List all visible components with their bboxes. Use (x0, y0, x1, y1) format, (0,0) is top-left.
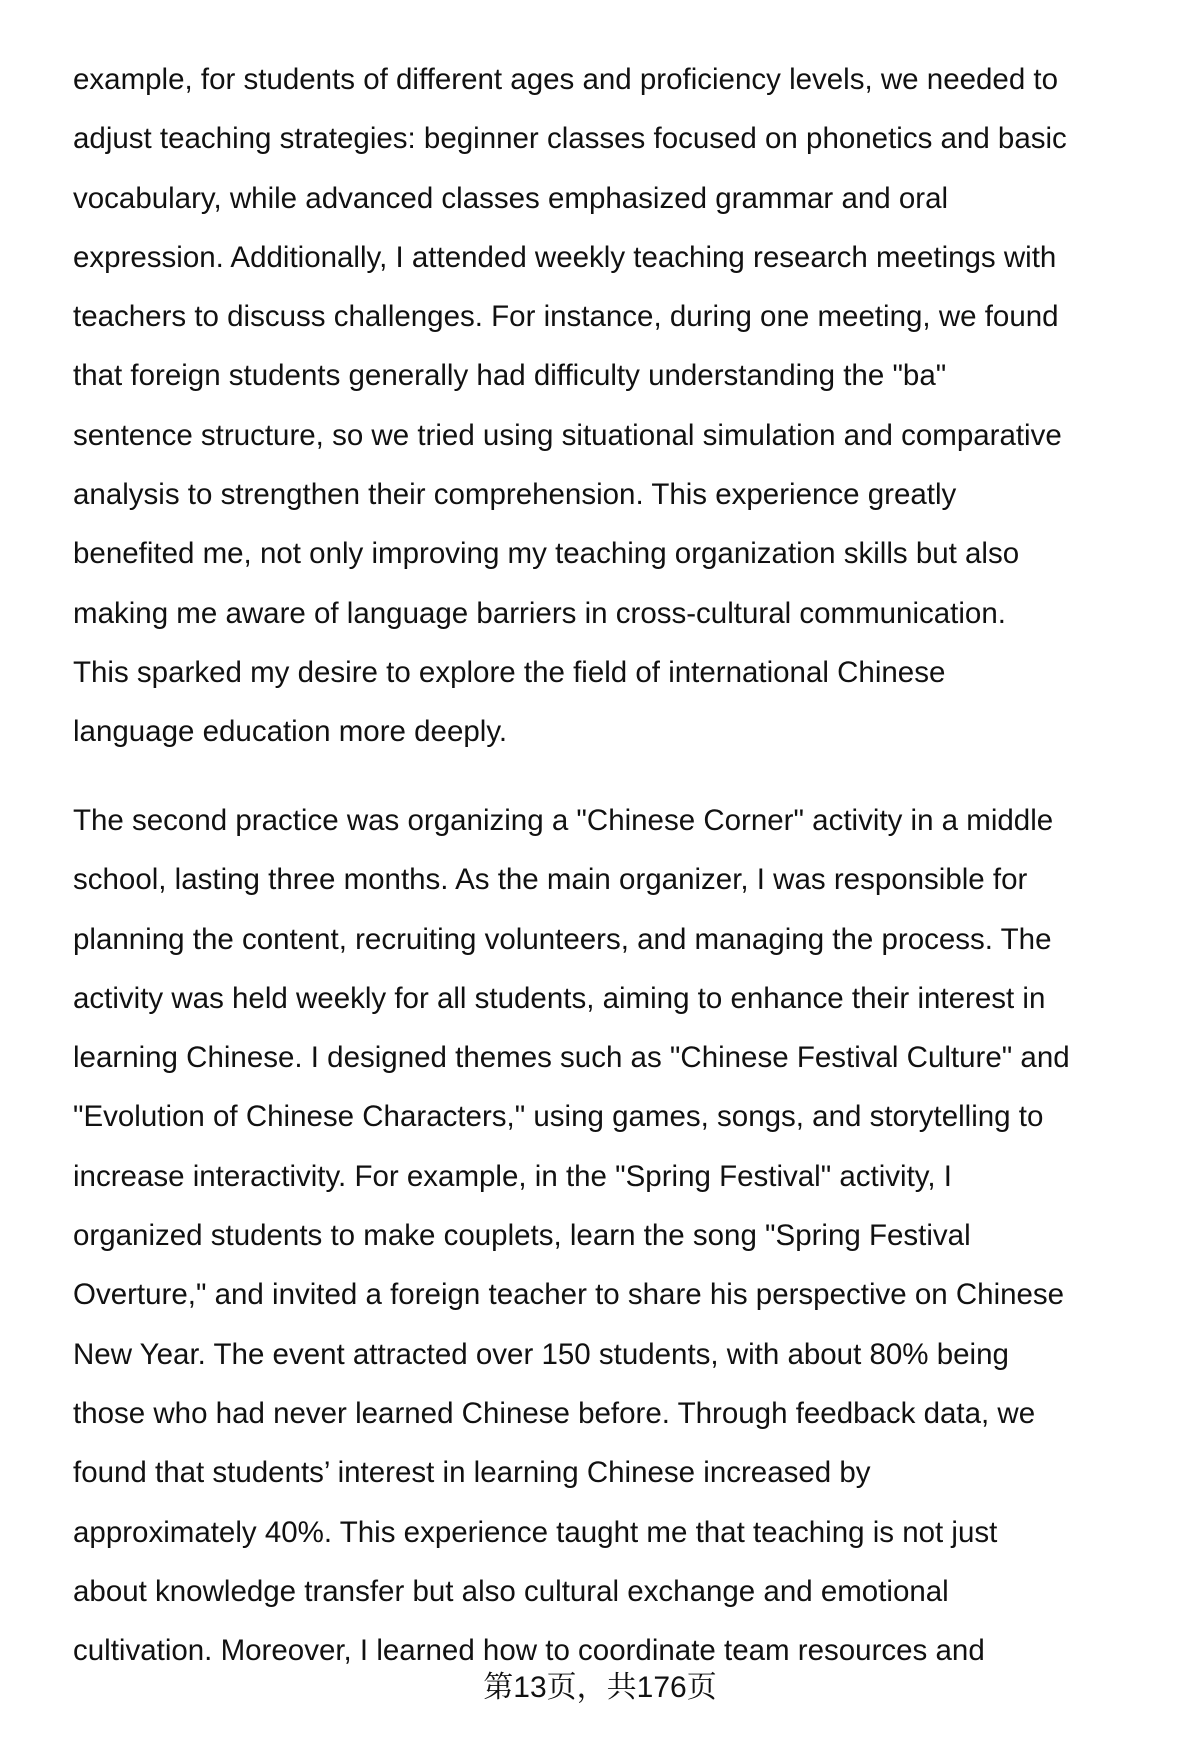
text-line: planning the content, recruiting volunteers, and managing the process. The (73, 922, 1052, 956)
text-line: benefited me, not only improving my teaching organization skills but also (73, 537, 1020, 571)
text-line: expression. Additionally, I attended weekly teaching research meetings with (73, 240, 1057, 274)
text-line: that foreign students generally had difficulty understanding the "ba" (73, 359, 947, 393)
text-line: language education more deeply. (73, 715, 508, 749)
text-line: Overture," and invited a foreign teacher to share his perspective on Chinese (73, 1278, 1065, 1312)
text-line: New Year. The event attracted over 150 students, with about 80% being (73, 1337, 1009, 1371)
text-line: making me aware of language barriers in cross-cultural communication. (73, 596, 1006, 630)
text-line: school, lasting three months. As the main organizer, I was responsible for (73, 863, 1028, 897)
text-line: This sparked my desire to explore the field of international Chinese (73, 655, 946, 689)
paragraph-1 (73, 50, 1183, 762)
text-line: increase interactivity. For example, in the "Spring Festival" activity, I (73, 1159, 952, 1193)
text-line: approximately 40%. This experience taught me that teaching is not just (73, 1515, 998, 1549)
text-line: sentence structure, so we tried using situational simulation and comparative (73, 418, 1062, 452)
text-line: example, for students of different ages and proficiency levels, we needed to (73, 63, 1059, 96)
text-line: "Evolution of Chinese Characters," using games, songs, and storytelling to (73, 1100, 1044, 1134)
text-line: activity was held weekly for all students, aiming to enhance their interest in (73, 981, 1046, 1015)
text-line: cultivation. Moreover, I learned how to coordinate team resources and (73, 1634, 985, 1668)
text-line: about knowledge transfer but also cultural exchange and emotional (73, 1574, 949, 1608)
text-line: analysis to strengthen their comprehension. This experience greatly (73, 478, 957, 512)
paragraph-2 (73, 791, 1183, 1680)
page-number-footer: 第13页，共176页 (483, 1671, 717, 1704)
text-line: adjust teaching strategies: beginner classes focused on phonetics and basic (73, 122, 1067, 156)
text-line: those who had never learned Chinese before. Through feedback data, we (73, 1396, 1036, 1430)
text-line: learning Chinese. I designed themes such as "Chinese Festival Culture" and (73, 1041, 1070, 1075)
text-line: found that students’ interest in learning Chinese increased by (73, 1456, 871, 1490)
text-line: teachers to discuss challenges. For instance, during one meeting, we found (73, 300, 1059, 334)
text-line: The second practice was organizing a "Chinese Corner" activity in a middle (73, 804, 1054, 837)
text-line: organized students to make couplets, learn the song "Spring Festival (73, 1219, 971, 1253)
text-line: vocabulary, while advanced classes emphasized grammar and oral (73, 181, 949, 215)
